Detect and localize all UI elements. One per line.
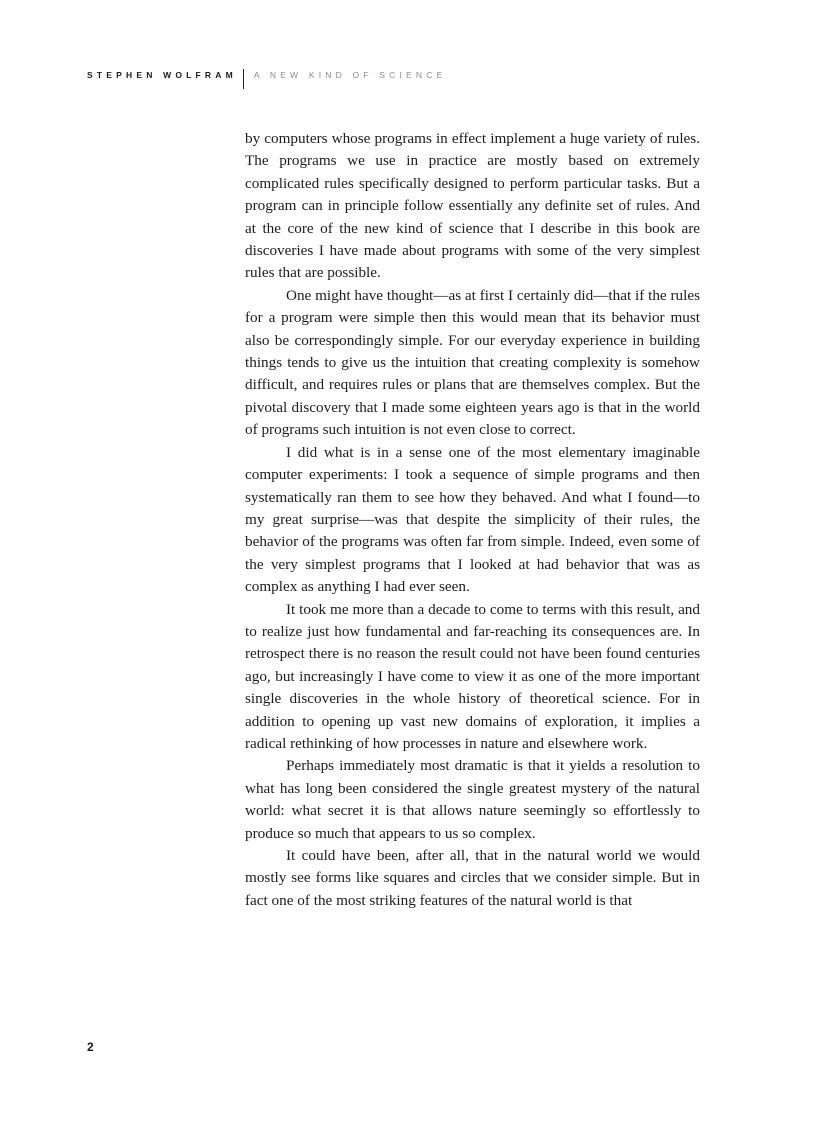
paragraph: One might have thought—as at first I certainly did—that if the rules for a program were simple then this would mean that its behavior must also be correspondingly simple. For our everyday experience in building things tends to give us the intuition that creating complexity is somehow difficult, and requires rules or plans that are themselves complex. But the pivotal discovery that I made some eighteen years ago is that in the world of programs such intuition is not even close to correct. <box>245 286 700 439</box>
paragraph: It took me more than a decade to come to terms with this result, and to realize just how fundamental and far-reaching its consequences are. In retrospect there is no reason the result could not have been found centuries ago, but increasingly I have come to view it as one of the more important single discoveries in the whole history of theoretical science. For in addition to opening up vast new domains of exploration, it implies a radical rethinking of how processes in nature and elsewhere work. <box>245 600 700 752</box>
header-divider <box>243 69 244 89</box>
paragraph: Perhaps immediately most dramatic is that it yields a resolution to what has long been considered the single greatest mystery of the natural world: what secret it is that allows nature seemingly so effortlessly to produce so much that appears to us so complex. <box>245 757 700 842</box>
page-number: 2 <box>87 1040 94 1054</box>
author-name: STEPHEN WOLFRAM <box>87 70 237 80</box>
paragraph: I did what is in a sense one of the most elementary imaginable computer experiments: I took a sequence of simple programs and then systematically ran them to see how they behaved. And what I found—to my great surprise—was that despite the simplicity of their rules, the behavior of the programs was often far from simple. Indeed, even some of the very simplest programs that I looked at had behavior that was as complex as anything I had ever seen. <box>245 443 700 596</box>
body-text <box>245 128 700 912</box>
paragraph: by computers whose programs in effect implement a huge variety of rules. The programs we use in practice are mostly based on extremely complicated rules specifically designed to perform particular tasks. But a program can in principle follow essentially any definite set of rules. And at the core of the new kind of science that I describe in this book are discoveries I have made about programs with some of the very simplest rules that are possible. <box>245 130 700 282</box>
running-head <box>87 64 446 86</box>
paragraph: It could have been, after all, that in the natural world we would mostly see forms like squares and circles that we consider simple. But in fact one of the most striking features of the natural world is that <box>245 847 700 909</box>
book-title: A NEW KIND OF SCIENCE <box>253 70 447 80</box>
